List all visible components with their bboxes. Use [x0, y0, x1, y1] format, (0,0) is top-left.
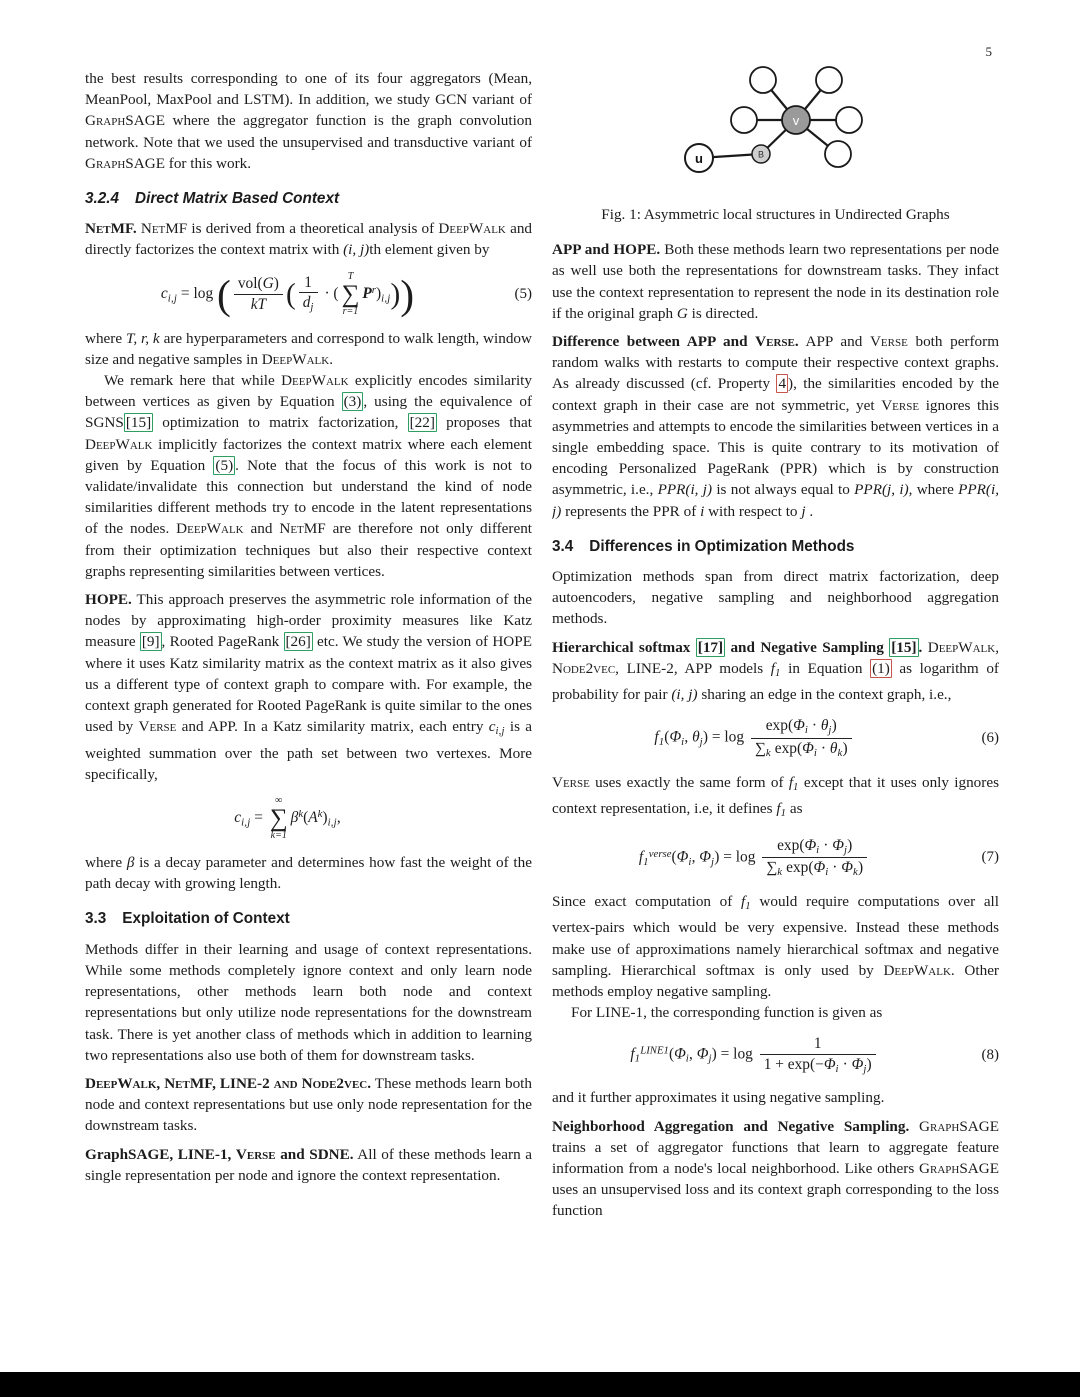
paragraph: Optimization methods span from direct matrix factorization, deep autoencoders, negative sampling and neighborhood aggregation methods.	[552, 568, 999, 628]
figure-caption: Fig. 1: Asymmetric local structures in Undirected Graphs	[601, 206, 950, 223]
reference-link[interactable]: [15]	[891, 638, 917, 656]
section-heading	[552, 536, 999, 557]
fraction: $\frac{\text{vol(G)}}{kT}$	[234, 274, 283, 314]
reference-link[interactable]: (3)	[343, 393, 362, 411]
paragraph: DeepWalk, NetMF, LINE-2 and Node2vec. These methods learn both node and context representations but use only node representation for the downstream tasks.	[85, 1074, 532, 1135]
section-heading	[85, 188, 532, 209]
fraction: $\frac{1}{d_j}$	[299, 273, 318, 315]
section-number: 3.2.4	[85, 190, 120, 208]
paragraph: Methods differ in their learning and usage of context representations. While some methods completely ignore context and only learn node representations, other methods learn both node and context representations but only utilize node representations for the downstream task. There is yet another class of methods which in addition to learning two representations also use both of them for downstream tasks.	[85, 940, 532, 1064]
paragraph: GraphSAGE, LINE-1, Verse and SDNE. All of these methods learn a single representation per node and ignore the context representation.	[85, 1145, 532, 1184]
summation: T ∑ r=1	[341, 270, 360, 317]
equation	[85, 272, 532, 317]
equation-body: $f_1^{LINE1}(\Phi_i$, $\Phi_j) = \log$ $\frac{1}{1 + \exp(-\Phi_i \cdot \Phi_j)}$	[552, 1034, 957, 1076]
fraction: $\frac{\exp(\Phi_i \cdot \theta_j)}{\sum_k \exp(\Phi_i \cdot \theta_k)}$	[751, 716, 852, 760]
graph-node-u-label: u	[694, 151, 703, 166]
equation	[552, 716, 999, 760]
equation-number: (7)	[981, 849, 999, 866]
equation-body: $c_{i,j}$ = ∞ ∑ k=1 $\beta^k(A^k)_{i,j}$,	[234, 795, 341, 842]
equation	[552, 836, 999, 880]
reference-link[interactable]: [15]	[125, 414, 152, 432]
section-heading	[85, 908, 532, 929]
reference-link[interactable]: [22]	[409, 414, 435, 432]
section-title: Differences in Optimization Methods	[589, 537, 855, 555]
paragraph: We remark here that while DeepWalk explicitly encodes similarity between vertices as given by Equation (3) , using the equivalence of SGNS [15] optimization to matrix factorization, [22] proposes that DeepWalk implicitly factorizes the context matrix where each element given by Equation (5) . Note that the focus of this work is not to validate/invalidate this connection but understand the kind of node similarities different methods try to encode in the latent representations of the nodes. DeepWalk and NetMF are therefore not only different from their optimization techniques but also their respective context graphs representing similarities between vertices.	[85, 372, 532, 580]
figure-1	[552, 58, 999, 225]
reference-link[interactable]: (5)	[215, 456, 234, 474]
left-column-text	[85, 68, 532, 1360]
paragraph: Difference between APP and Verse. APP and Verse both perform random walks with restarts to compute their respective context graphs. As already discussed (cf. Property 4 ), the similarities encoded by the context graph in their case are not symmetric, yet Verse ignores this asymmetries and attempts to encode the similarities between vertices in a single embedding space. This is quite contrary to its motivation of encoding Personalized PageRank (PPR) which is by construction asymmetric, i.e., PPR(i, j) is not always equal to PPR(j, i), where PPR(i, j) represents the PPR of i with respect to j .	[552, 333, 999, 520]
equation	[552, 1034, 999, 1076]
paragraph: where β is a decay parameter and determines how fast the weight of the path decay with growing length.	[85, 854, 532, 893]
paragraph: Verse uses exactly the same form of $f_1$ except that it uses only ignores context representation, i.e, it defines $f_1$ as	[552, 773, 999, 820]
paragraph: HOPE. This approach preserves the asymmetric role information of the nodes by approximating high-order proximity measures like Katz measure [9] , Rooted PageRank [26] etc. We study the version of HOPE where it uses Katz similarity matrix as the context matrix as it also gives us a different type of context graph to compare with. For example, the context graph generated for Rooted PageRank is quite similar to the ones used by Verse and APP. In a Katz similarity matrix, each entry $c_{i,j}$ is a weighted summation over the path set between two vertexes. More specifically,	[85, 591, 532, 783]
graph-node-v-label: v	[792, 113, 799, 128]
figure-graph	[611, 58, 941, 198]
section-number: 3.3	[85, 910, 107, 928]
page-number: 5	[985, 44, 992, 59]
equation-body: $f_1(\Phi_i$, $\theta_j) = \log$ $\frac{\exp(\Phi_i \cdot \theta_j)}{\sum_k \exp(\Phi_i \cdot \theta_k)}$	[552, 716, 957, 760]
paragraph: Neighborhood Aggregation and Negative Sampling. GraphSAGE trains a set of aggregator functions that learn to aggregate feature information from a node's local neighborhood. Like others GraphSAGE uses an unsupervised loss and its context graph corresponding to the loss function	[552, 1117, 999, 1220]
paragraph: and it further approximates it using negative sampling.	[552, 1089, 885, 1107]
equation-number: (8)	[981, 1046, 999, 1063]
graph-node-b-label: B	[757, 149, 764, 160]
paragraph: Since exact computation of $f_1$ would require computations over all vertex-pairs which would be very expensive. Instead these methods make use of approximations namely hierarchical softmax and negative sampling. Hierarchical softmax is only used by DeepWalk. Other methods employ negative sampling.	[552, 892, 999, 1000]
reference-link[interactable]: [9]	[141, 633, 160, 651]
paragraph: APP and HOPE. Both these methods learn two representations per node as well use both the representations for downstream tasks. They infact use the context representation to represent the node in its destination role if the original graph G is directed.	[552, 241, 999, 322]
paragraph: where T, r, k are hyperparameters and correspond to walk length, window size and negative samples in DeepWalk.	[85, 329, 532, 368]
equation	[85, 796, 532, 841]
section-number: 3.4	[552, 537, 574, 555]
reference-link[interactable]: (1)	[872, 659, 890, 677]
paragraph: NetMF. NetMF is derived from a theoretical analysis of DeepWalk and directly factorizes the context matrix with (i, j)th element given by	[85, 220, 532, 259]
right-column	[552, 58, 999, 1360]
fraction: $\frac{\exp(\Phi_i \cdot \Phi_j)}{\sum_k \exp(\Phi_i \cdot \Phi_k)}$	[762, 836, 867, 880]
summation: ∞ ∑ k=1	[269, 795, 288, 842]
equation-number: (6)	[981, 730, 999, 747]
bottom-bar	[0, 1372, 1080, 1397]
reference-link[interactable]: 4	[778, 375, 787, 393]
equation-body: $f_1^{verse}(\Phi_i$, $\Phi_j) = \log$ $\frac{\exp(\Phi_i \cdot \Phi_j)}{\sum_k \exp(\Phi_i \cdot \Phi_k)}$	[552, 836, 957, 880]
reference-link[interactable]: [26]	[285, 633, 311, 651]
fraction: $\frac{1}{1 + \exp(-\Phi_i \cdot \Phi_j)}$	[760, 1034, 876, 1076]
paragraph: For LINE-1, the corresponding function is given as	[571, 1004, 883, 1022]
paragraph: Hierarchical softmax [17] and Negative Sampling [15] . DeepWalk, Node2vec, LINE-2, APP models $f_1$ in Equation (1) as logarithm of probability for pair (i, j) sharing an edge in the context graph, i.e.,	[552, 638, 999, 704]
reference-link[interactable]: [17]	[697, 638, 724, 656]
section-title: Direct Matrix Based Context	[135, 190, 340, 208]
equation-number: (5)	[514, 285, 532, 302]
section-title: Exploitation of Context	[122, 910, 290, 928]
paragraph: the best results corresponding to one of its four aggregators (Mean, MeanPool, MaxPool and LSTM). In addition, we study GCN variant of GraphSAGE where the aggregator function is the graph convolution network. Note that we used the unsupervised and transductive variant of GraphSAGE for this work.	[85, 70, 532, 172]
right-column-text	[552, 239, 999, 1221]
equation-body: $c_{i,j} = \log$ ( $\frac{\text{vol(G)}}{kT}$ ( $\frac{1}{d_j}$ · ( T ∑ r=1 $P^r)_{i,j}$))	[160, 270, 415, 318]
